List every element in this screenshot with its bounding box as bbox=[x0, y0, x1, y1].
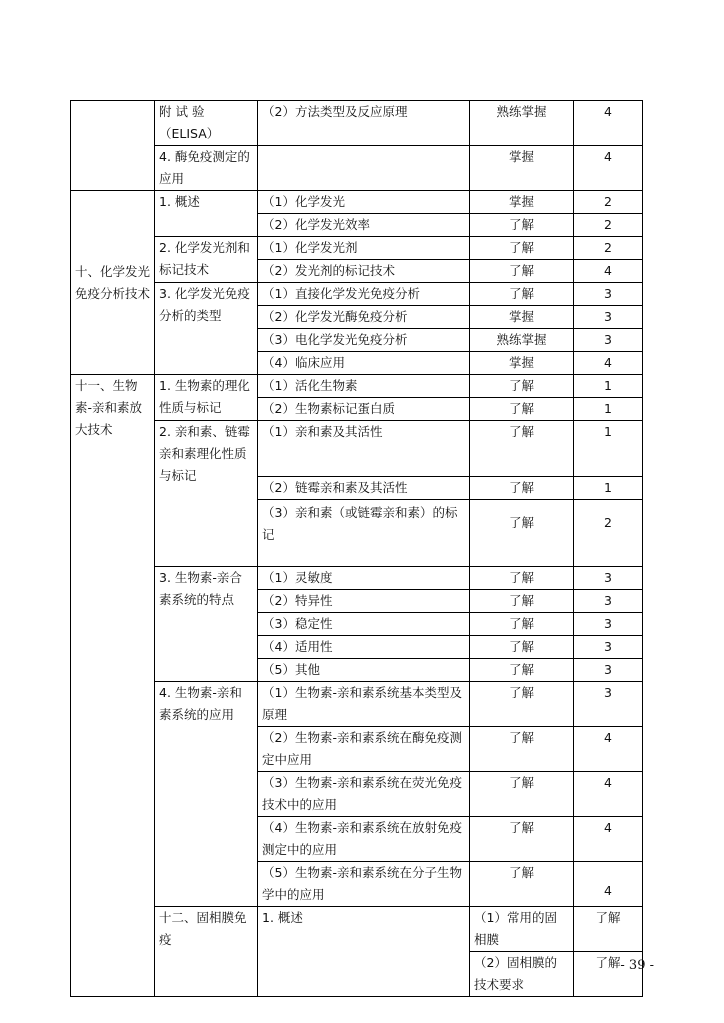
item-hours: 2 bbox=[574, 214, 643, 237]
item-hours: 3 bbox=[574, 636, 643, 659]
topic-title: 1. 概述 bbox=[258, 907, 470, 997]
syllabus-table bbox=[70, 100, 643, 997]
topic-title: 4. 酶免疫测定的应用 bbox=[155, 146, 258, 191]
item-content: （2）化学发光效率 bbox=[258, 214, 470, 237]
item-level: 了解 bbox=[574, 952, 643, 997]
item-level: 了解 bbox=[470, 283, 574, 306]
item-content bbox=[258, 146, 470, 191]
item-level: 了解 bbox=[470, 613, 574, 636]
item-content: （5）其他 bbox=[258, 659, 470, 682]
item-content: （2）生物素-亲和素系统在酶免疫测定中应用 bbox=[258, 727, 470, 772]
item-content: （2）特异性 bbox=[258, 590, 470, 613]
item-hours: 2 bbox=[574, 191, 643, 214]
item-content: （2）链霉亲和素及其活性 bbox=[258, 477, 470, 500]
item-hours: 3 bbox=[574, 306, 643, 329]
item-level: 了解 bbox=[470, 214, 574, 237]
topic-title: 1. 生物素的理化性质与标记 bbox=[155, 375, 258, 421]
item-content: （3）亲和素（或链霉亲和素）的标记 bbox=[258, 500, 470, 567]
item-hours: 1 bbox=[574, 421, 643, 477]
topic-title: 1. 概述 bbox=[155, 191, 258, 237]
unit-title: 十一、生物素-亲和素放大技术 bbox=[71, 375, 155, 997]
item-hours: 4 bbox=[574, 101, 643, 146]
item-level: 了解 bbox=[470, 727, 574, 772]
item-hours: 2 bbox=[574, 500, 643, 567]
item-level: 了解 bbox=[470, 590, 574, 613]
item-level: 了解 bbox=[470, 260, 574, 283]
item-content: （4）适用性 bbox=[258, 636, 470, 659]
unit-title bbox=[71, 101, 155, 191]
item-content: （1）活化生物素 bbox=[258, 375, 470, 398]
topic-title: 2. 亲和素、链霉亲和素理化性质与标记 bbox=[155, 421, 258, 567]
item-level: 了解 bbox=[470, 375, 574, 398]
item-level: 了解 bbox=[470, 659, 574, 682]
unit-title: 十、化学发光免疫分析技术 bbox=[71, 191, 155, 375]
item-content: （3）稳定性 bbox=[258, 613, 470, 636]
item-content: （5）生物素-亲和素系统在分子生物学中的应用 bbox=[258, 862, 470, 907]
item-level: 了解 bbox=[470, 772, 574, 817]
item-hours: 4 bbox=[574, 817, 643, 862]
topic-title: 附 试 验（ELISA） bbox=[155, 101, 258, 146]
item-level: 了解 bbox=[470, 567, 574, 590]
item-content: （4）临床应用 bbox=[258, 352, 470, 375]
item-level: 了解 bbox=[470, 636, 574, 659]
topic-title: 4. 生物素-亲和素系统的应用 bbox=[155, 682, 258, 907]
item-content: （4）生物素-亲和素系统在放射免疫测定中的应用 bbox=[258, 817, 470, 862]
item-content: （2）固相膜的技术要求 bbox=[470, 952, 574, 997]
item-hours: 4 bbox=[574, 146, 643, 191]
item-hours: 1 bbox=[574, 398, 643, 421]
item-level: 掌握 bbox=[470, 146, 574, 191]
item-content: （3）电化学发光免疫分析 bbox=[258, 329, 470, 352]
item-hours: 4 bbox=[574, 727, 643, 772]
item-content: （1）灵敏度 bbox=[258, 567, 470, 590]
item-level: 掌握 bbox=[470, 191, 574, 214]
item-level: 了解 bbox=[470, 682, 574, 727]
item-content: （3）生物素-亲和素系统在荧光免疫技术中的应用 bbox=[258, 772, 470, 817]
item-level: 了解 bbox=[470, 237, 574, 260]
item-hours: 3 bbox=[574, 659, 643, 682]
item-content: （1）亲和素及其活性 bbox=[258, 421, 470, 477]
item-hours: 3 bbox=[574, 283, 643, 306]
item-content: （2）方法类型及反应原理 bbox=[258, 101, 470, 146]
item-content: （1）生物素-亲和素系统基本类型及原理 bbox=[258, 682, 470, 727]
item-level: 了解 bbox=[470, 477, 574, 500]
item-level: 了解 bbox=[470, 817, 574, 862]
topic-title: 2. 化学发光剂和标记技术 bbox=[155, 237, 258, 283]
item-hours: 4 bbox=[574, 260, 643, 283]
item-content: （1）常用的固相膜 bbox=[470, 907, 574, 952]
item-level: 了解 bbox=[470, 421, 574, 477]
item-level: 熟练掌握 bbox=[470, 101, 574, 146]
item-hours: 3 bbox=[574, 329, 643, 352]
unit-title: 十二、固相膜免疫 bbox=[155, 907, 258, 997]
item-content: （2）生物素标记蛋白质 bbox=[258, 398, 470, 421]
item-level: 了解 bbox=[574, 907, 643, 952]
item-hours: 3 bbox=[574, 590, 643, 613]
item-content: （2）化学发光酶免疫分析 bbox=[258, 306, 470, 329]
page-number: - 39 - bbox=[620, 958, 654, 973]
item-hours: 4 bbox=[574, 772, 643, 817]
topic-title: 3. 生物素-亲合素系统的特点 bbox=[155, 567, 258, 682]
item-level: 熟练掌握 bbox=[470, 329, 574, 352]
item-level: 掌握 bbox=[470, 306, 574, 329]
item-hours: 1 bbox=[574, 375, 643, 398]
item-content: （1）直接化学发光免疫分析 bbox=[258, 283, 470, 306]
item-hours: 4 bbox=[574, 352, 643, 375]
item-hours: 4 bbox=[574, 862, 643, 907]
item-level: 掌握 bbox=[470, 352, 574, 375]
item-hours: 1 bbox=[574, 477, 643, 500]
item-hours: 2 bbox=[574, 237, 643, 260]
item-hours: 3 bbox=[574, 567, 643, 590]
topic-title: 3. 化学发光免疫分析的类型 bbox=[155, 283, 258, 375]
item-level: 了解 bbox=[470, 398, 574, 421]
item-hours: 3 bbox=[574, 682, 643, 727]
item-content: （1）化学发光 bbox=[258, 191, 470, 214]
item-hours: 3 bbox=[574, 613, 643, 636]
item-content: （2）发光剂的标记技术 bbox=[258, 260, 470, 283]
item-level: 了解 bbox=[470, 862, 574, 907]
item-content: （1）化学发光剂 bbox=[258, 237, 470, 260]
item-level: 了解 bbox=[470, 500, 574, 567]
